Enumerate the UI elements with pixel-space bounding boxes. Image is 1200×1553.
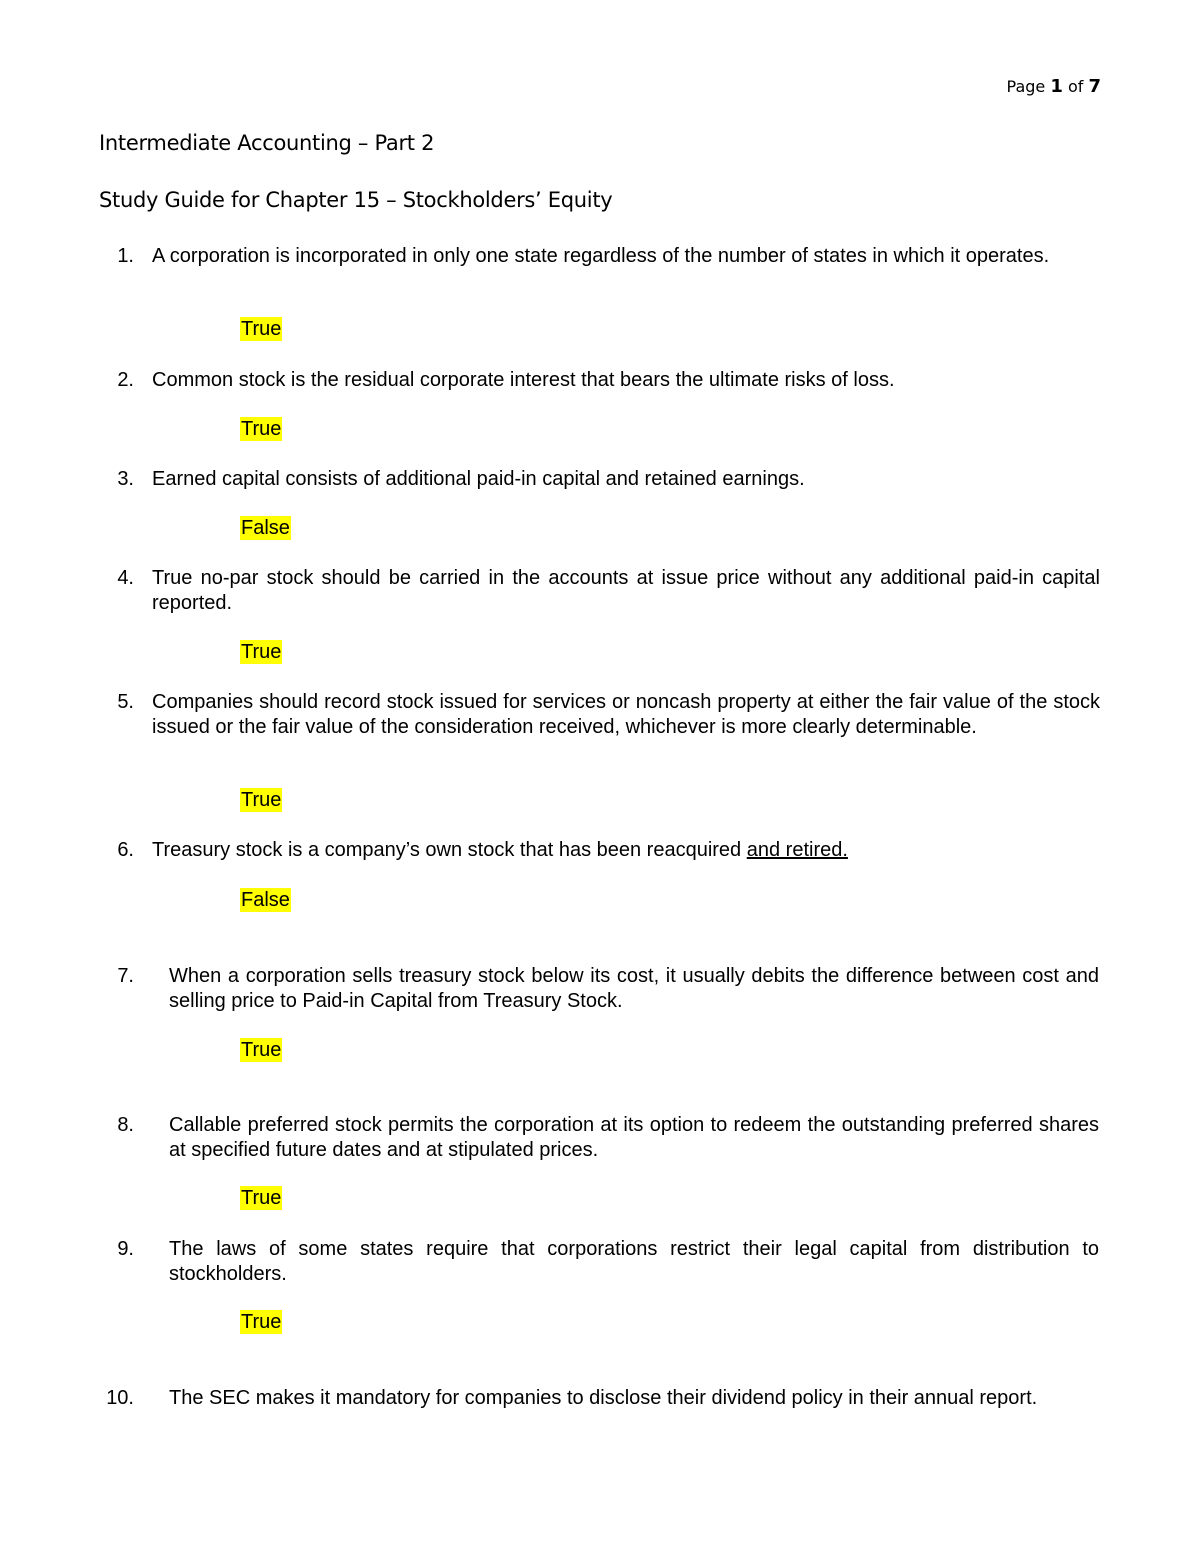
question-text: The SEC makes it mandatory for companies to disclose their dividend policy in their annual report. <box>169 1387 1038 1409</box>
question-text: Callable preferred stock permits the corporation at its option to redeem the outstanding preferred shares at specified future dates and at stipulated prices. <box>169 1114 1099 1161</box>
question-text: The laws of some states require that corporations restrict their legal capital from distribution to stockholders. <box>169 1238 1099 1285</box>
answer-highlight: True <box>241 1039 282 1061</box>
page-current: 1 <box>1050 76 1063 97</box>
page-total: 7 <box>1088 76 1101 97</box>
answer-highlight: True <box>241 1187 282 1209</box>
answer-highlight: False <box>241 517 290 539</box>
question-text: Common stock is the residual corporate interest that bears the ultimate risks of loss. <box>152 369 895 391</box>
page-number <box>1007 76 1101 97</box>
question-text: True no-par stock should be carried in the accounts at issue price without any additional paid-in capital reported. <box>152 567 1100 614</box>
question-number: 8. <box>117 1114 134 1136</box>
question-text: Companies should record stock issued for services or noncash property at either the fair value of the stock issued or the fair value of the consideration received, whichever is more clearly determinable. <box>152 691 1100 738</box>
document-subtitle: Study Guide for Chapter 15 – Stockholders’ Equity <box>99 188 613 212</box>
page-label: Page <box>1006 77 1051 96</box>
question-number: 4. <box>117 567 134 589</box>
answer-highlight: True <box>241 418 282 440</box>
question-number: 9. <box>117 1238 134 1260</box>
question-text <box>152 838 1100 863</box>
question-number: 10. <box>106 1387 134 1409</box>
question-number: 3. <box>117 468 134 490</box>
question-number: 1. <box>117 245 134 267</box>
question-number: 7. <box>117 965 134 987</box>
question-number: 6. <box>117 839 134 861</box>
answer-highlight: True <box>241 641 282 663</box>
question-text-main: Treasury stock is a company’s own stock that has been reacquired <box>152 839 747 861</box>
question-text: A corporation is incorporated in only one state regardless of the number of states in which it operates. <box>152 245 1050 267</box>
question-text: When a corporation sells treasury stock below its cost, it usually debits the difference between cost and selling price to Paid-in Capital from Treasury Stock. <box>169 965 1099 1012</box>
page-of: of <box>1062 77 1089 96</box>
question-number: 5. <box>117 691 134 713</box>
answer-highlight: True <box>241 318 282 340</box>
question-number: 2. <box>117 369 134 391</box>
answer-highlight: True <box>241 1311 282 1333</box>
answer-highlight: True <box>241 789 282 811</box>
underlined-phrase: and retired. <box>746 839 848 861</box>
question-text: Earned capital consists of additional paid-in capital and retained earnings. <box>152 468 805 490</box>
answer-highlight: False <box>241 889 290 911</box>
document-title: Intermediate Accounting – Part 2 <box>99 131 435 155</box>
